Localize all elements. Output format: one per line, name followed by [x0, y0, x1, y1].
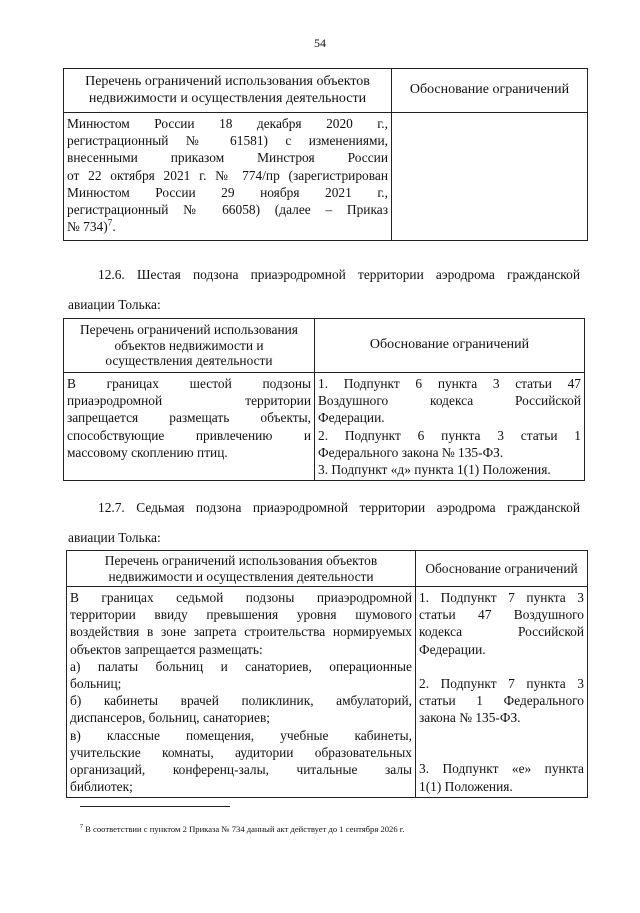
text-line: массовому скоплению птиц.	[67, 444, 228, 460]
text-line: в) классные помещения, учебные кабинеты,	[70, 727, 412, 743]
text-line: кодекса Российской	[419, 624, 584, 640]
section-12-6	[68, 266, 580, 313]
header-line: осуществления деятельности	[105, 353, 273, 369]
text-line: организаций, конференц-залы, читальные залы	[70, 762, 412, 778]
table-cell-justification	[416, 587, 588, 798]
text-line: внесенными приказом Минстроя России	[67, 150, 388, 166]
table-cell-restrictions	[67, 587, 416, 798]
text-line: от 22 октября 2021 г. № 774/пр (зарегистрирован	[67, 167, 388, 183]
paragraph-line: авиации Толька:	[68, 297, 161, 312]
section-12-7	[68, 499, 580, 546]
text-line: статьи 47 Воздушного	[419, 607, 584, 623]
table-cell-restrictions	[64, 113, 392, 241]
text-line: В границах седьмой подзоны приаэродромной	[70, 590, 412, 605]
text-line: а) палаты больниц и санаториев, операционные	[70, 658, 412, 674]
paragraph-line: авиации Толька:	[68, 530, 161, 545]
text-line: объектов запрещается размещать:	[70, 641, 263, 657]
text-line: воздействия в зоне запрета строительства нормируемых	[70, 624, 412, 640]
table-cell-justification	[315, 373, 585, 481]
text-line: статьи 1 Федерального	[419, 693, 584, 709]
text-line: 2. Подпункт 6 пункта 3 статьи 1	[318, 427, 581, 443]
footnote-mark: 7	[107, 218, 113, 229]
table-header-justification: Обоснование ограничений	[315, 319, 585, 373]
text-line: 3. Подпункт «д» пункта 1(1) Положения.	[318, 462, 551, 478]
text-line	[67, 218, 388, 235]
table-header-justification: Обоснование ограничений	[392, 69, 588, 113]
footnote-text: В соответствии с пунктом 2 Приказа № 734 данный акт действует до 1 сентября 2026 г.	[83, 824, 405, 834]
text-line: запрещается размещать объекты,	[67, 410, 311, 426]
text-line: 2. Подпункт 7 пункта 3	[419, 675, 584, 691]
text-line: б) кабинеты врачей поликлиник, амбулаторий,	[70, 693, 412, 709]
text-fragment: № 734)	[67, 219, 108, 235]
table-cell-restrictions	[64, 373, 315, 481]
text-line: библиотек;	[70, 779, 133, 795]
text-line: Минюстом России 29 ноября 2021 г.,	[67, 184, 388, 200]
text-line: 1(1) Положения.	[419, 778, 513, 794]
restrictions-table-zone-6	[63, 318, 585, 481]
text-line: Федерального закона № 135-ФЗ.	[318, 444, 504, 460]
footnote-divider	[80, 806, 230, 807]
header-line: Перечень ограничений использования	[80, 322, 298, 338]
text-line: регистрационный № 61581) с изменениями,	[67, 133, 388, 149]
spacer	[419, 726, 584, 760]
text-line: территории ввиду превышения уровня шумового	[70, 607, 412, 623]
header-line: Перечень ограничений использования объектов	[85, 74, 370, 90]
text-line: диспансеров, больниц, санаториев;	[70, 710, 271, 726]
text-line: больниц;	[70, 676, 122, 692]
text-line: закона № 135-ФЗ.	[419, 710, 521, 726]
restrictions-table-continued	[63, 68, 588, 241]
text-line: учительские комнаты, аудитории образовательных	[70, 744, 412, 760]
spacer	[419, 658, 584, 675]
text-line: Федерации.	[419, 641, 486, 657]
text-line: 1. Подпункт 7 пункта 3	[419, 590, 584, 605]
paragraph-line: 12.7. Седьмая подзона приаэродромной территории аэродрома гражданской	[98, 500, 580, 515]
text-line: Федерации.	[318, 410, 385, 426]
table-header-restrictions	[64, 69, 392, 113]
text-line: 3. Подпункт «е» пункта	[419, 761, 584, 777]
header-line: объектов недвижимости и	[114, 337, 264, 353]
text-fragment: .	[112, 219, 116, 235]
restrictions-table-zone-7	[66, 550, 588, 798]
text-line: приаэродромной территории	[67, 393, 311, 409]
page-number: 54	[314, 36, 326, 50]
text-line: регистрационный № 66058) (далее – Приказ	[67, 202, 388, 218]
footnote-mark: 7	[80, 824, 84, 831]
header-line: недвижимости и осуществления деятельности	[88, 90, 367, 106]
header-line: недвижимости и осуществления деятельности	[108, 568, 374, 584]
paragraph-line: 12.6. Шестая подзона приаэродромной территории аэродрома гражданской	[98, 267, 580, 282]
footnote	[80, 824, 405, 834]
text-line: Воздушного кодекса Российской	[318, 393, 581, 409]
table-header-restrictions	[64, 319, 315, 373]
text-line: Минюстом России 18 декабря 2020 г.,	[67, 116, 388, 131]
table-header-justification: Обоснование ограничений	[416, 551, 588, 587]
table-header-restrictions	[67, 551, 416, 587]
text-line: В границах шестой подзоны	[67, 376, 311, 391]
text-line: способствующие привлечению и	[67, 427, 311, 443]
header-line: Перечень ограничений использования объектов	[104, 553, 378, 569]
text-line: 1. Подпункт 6 пункта 3 статьи 47	[318, 376, 581, 391]
table-cell-justification-empty	[392, 113, 588, 241]
